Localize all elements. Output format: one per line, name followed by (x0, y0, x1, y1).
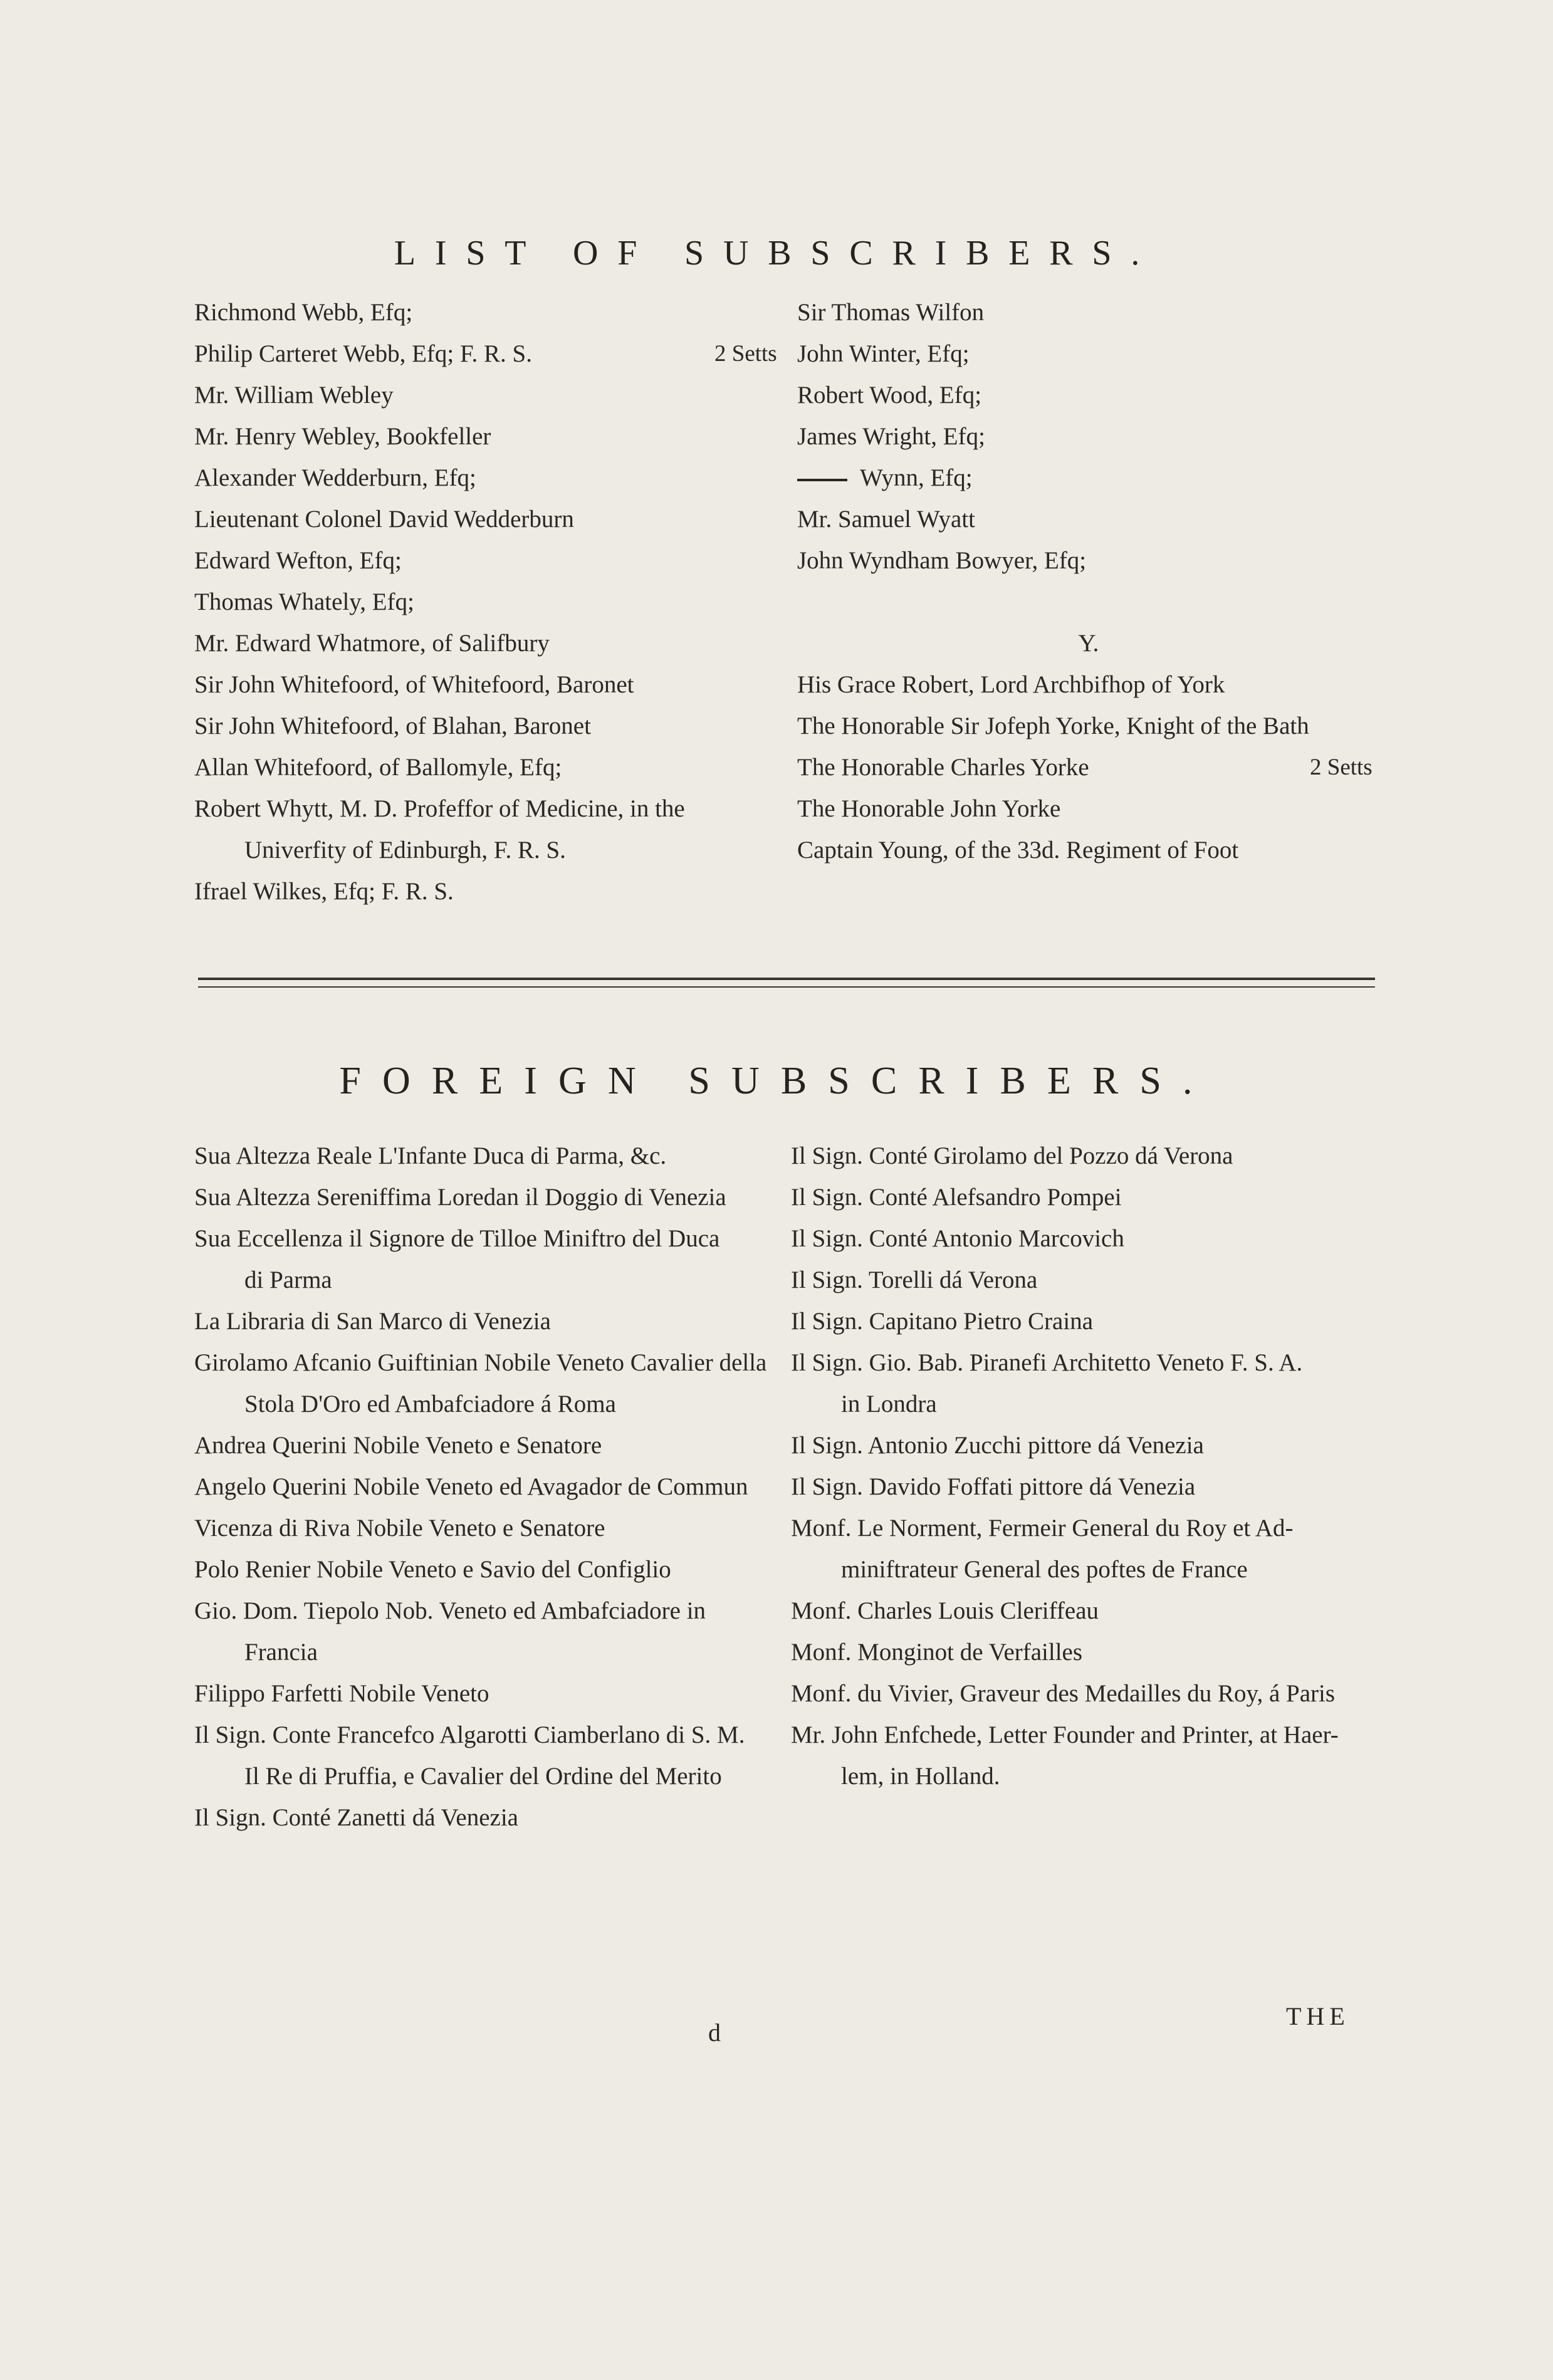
subscriber-name: Ifrael Wilkes, Efq; F. R. S. (194, 878, 454, 905)
subscriber-entry (797, 664, 1380, 706)
subscriber-entry (791, 1590, 1380, 1632)
subscriber-entry (194, 375, 783, 416)
subscriber-entry (194, 830, 783, 871)
subscriber-name: Polo Renier Nobile Veneto e Savio del Configlio (194, 1556, 671, 1583)
subscriber-entry (797, 706, 1380, 747)
subscriber-name: Richmond Webb, Efq; (194, 299, 413, 326)
subscriber-entry (194, 1135, 777, 1177)
subscriber-entry (194, 1797, 777, 1839)
subscriber-entry (797, 582, 1380, 623)
subscriber-entry (791, 1549, 1380, 1590)
subscriber-name: The Honorable John Yorke (797, 795, 1061, 822)
subscriber-entry (791, 1425, 1380, 1466)
subscriber-name: Mr. William Webley (194, 382, 394, 409)
subscriber-entry (194, 1425, 777, 1466)
subscriber-name: Monf. du Vivier, Graveur des Medailles du Roy, á Paris (791, 1680, 1336, 1707)
subscriber-entry (194, 457, 783, 499)
subscriber-name: Il Sign. Conté Alefsandro Pompei (791, 1184, 1122, 1211)
subscriber-name: Mr. Samuel Wyatt (797, 506, 975, 533)
subscriber-entry (791, 1301, 1380, 1342)
subscriber-name: The Honorable Sir Jofeph Yorke, Knight of the Bath (797, 712, 1309, 739)
subscriber-entry (194, 747, 783, 788)
subscribers-right-column (797, 292, 1380, 871)
subscriber-name: di Parma (244, 1266, 332, 1293)
subscriber-entry (194, 664, 783, 706)
subscriber-entry (194, 540, 783, 582)
subscriber-name: Il Sign. Antonio Zucchi pittore dá Venezia (791, 1432, 1204, 1459)
subscriber-name: Filippo Farfetti Nobile Veneto (194, 1680, 489, 1707)
subscriber-entry (791, 1673, 1380, 1715)
subscriber-entry (797, 499, 1380, 540)
subscriber-entry (194, 1549, 777, 1590)
subscriber-name: Il Sign. Conté Zanetti dá Venezia (194, 1804, 518, 1831)
subscriber-entry (194, 871, 783, 912)
subscriber-name: La Libraria di San Marco di Venezia (194, 1308, 551, 1335)
subscriber-entry (791, 1135, 1380, 1177)
section-divider-thick (198, 978, 1375, 980)
subscriber-name: Monf. Le Norment, Fermeir General du Roy et Ad- (791, 1515, 1294, 1542)
subscriber-name: Il Sign. Capitano Pietro Craina (791, 1308, 1094, 1335)
subscriber-name: Lieutenant Colonel David Wedderburn (194, 506, 574, 533)
subscriber-entry (791, 1384, 1380, 1425)
signature-mark: d (708, 2018, 721, 2047)
foreign-left-column (194, 1135, 777, 1839)
subscriber-name: Stola D'Oro ed Ambafciadore á Roma (244, 1391, 616, 1417)
subscriber-entry (797, 623, 1380, 664)
subscriber-entry (194, 1715, 777, 1756)
setts-note: 2 Setts (1310, 754, 1373, 780)
subscriber-entry (194, 1756, 777, 1797)
subscriber-entry (194, 333, 783, 375)
subscriber-entry (194, 292, 783, 333)
subscriber-name: Il Sign. Conté Antonio Marcovich (791, 1225, 1124, 1252)
subscriber-name: Il Re di Pruffia, e Cavalier del Ordine del Merito (244, 1763, 722, 1790)
foreign-right-column (791, 1135, 1380, 1797)
subscriber-entry (791, 1218, 1380, 1260)
setts-note: 2 Setts (714, 341, 777, 367)
subscriber-entry (791, 1632, 1380, 1673)
subscriber-entry (194, 1177, 777, 1218)
subscriber-name: Mr. John Enfchede, Letter Founder and Printer, at Haer- (791, 1721, 1339, 1748)
catchword: THE (1286, 2002, 1350, 2030)
subscriber-name: lem, in Holland. (841, 1763, 1000, 1790)
subscriber-name: Vicenza di Riva Nobile Veneto e Senatore (194, 1515, 605, 1542)
subscriber-entry (797, 457, 1380, 499)
subscribers-left-column (194, 292, 783, 912)
subscriber-name: The Honorable Charles Yorke (797, 754, 1089, 781)
subscriber-entry (194, 788, 783, 830)
subscriber-name: Sir John Whitefoord, of Blahan, Baronet (194, 712, 591, 739)
subscriber-entry (194, 1466, 777, 1508)
subscriber-entry (194, 582, 783, 623)
subscriber-name: Sua Altezza Sereniffima Loredan il Doggio di Venezia (194, 1184, 726, 1211)
name-dash (797, 479, 847, 481)
subscriber-entry (791, 1756, 1380, 1797)
subscriber-entry (797, 375, 1380, 416)
foreign-subscribers-heading: FOREIGN SUBSCRIBERS. (339, 1060, 1214, 1102)
subscriber-entry (194, 1342, 777, 1384)
subscriber-name: Il Sign. Gio. Bab. Piranefi Architetto Veneto F. S. A. (791, 1349, 1303, 1376)
subscriber-name: Thomas Whately, Efq; (194, 588, 414, 615)
subscriber-entry (194, 1508, 777, 1549)
subscriber-entry (194, 706, 783, 747)
subscriber-name: Philip Carteret Webb, Efq; F. R. S. (194, 340, 532, 367)
subscriber-name: Girolamo Afcanio Guiftinian Nobile Veneto Cavalier della (194, 1349, 767, 1376)
subscriber-entry (797, 333, 1380, 375)
subscriber-entry (797, 830, 1380, 871)
subscriber-entry (791, 1342, 1380, 1384)
subscriber-name: Il Sign. Conte Francefco Algarotti Ciamberlano di S. M. (194, 1721, 745, 1748)
subscriber-entry (194, 1590, 777, 1632)
subscriber-name: Wynn, Efq; (860, 464, 973, 491)
subscriber-entry (791, 1260, 1380, 1301)
subscriber-name: Mr. Henry Webley, Bookfeller (194, 423, 491, 450)
list-of-subscribers-heading: LIST OF SUBSCRIBERS. (394, 234, 1159, 273)
subscriber-name: Il Sign. Davido Foffati pittore dá Venezia (791, 1473, 1196, 1500)
subscriber-name: Robert Wood, Efq; (797, 382, 982, 409)
subscriber-entry (797, 416, 1380, 457)
subscriber-entry (791, 1715, 1380, 1756)
subscriber-entry (194, 1632, 777, 1673)
subscriber-name: Sir John Whitefoord, of Whitefoord, Baronet (194, 671, 634, 698)
subscriber-entry (797, 747, 1380, 788)
subscriber-name: John Winter, Efq; (797, 340, 970, 367)
section-divider-thin (198, 986, 1375, 988)
subscriber-entry (194, 499, 783, 540)
subscriber-entry (194, 1673, 777, 1715)
subscriber-name: Il Sign. Conté Girolamo del Pozzo dá Verona (791, 1142, 1233, 1169)
subscriber-name: Gio. Dom. Tiepolo Nob. Veneto ed Ambafciadore in (194, 1597, 706, 1624)
subscriber-name: Captain Young, of the 33d. Regiment of Foot (797, 837, 1239, 864)
subscriber-name: in Londra (841, 1391, 937, 1417)
subscriber-entry (194, 416, 783, 457)
subscriber-name: Alexander Wedderburn, Efq; (194, 464, 476, 491)
subscriber-name: Edward Wefton, Efq; (194, 547, 402, 574)
subscriber-name: Monf. Monginot de Verfailles (791, 1639, 1083, 1666)
subscriber-name: Y. (1078, 630, 1099, 657)
subscriber-name: Sua Altezza Reale L'Infante Duca di Parma, &c. (194, 1142, 667, 1169)
subscriber-entry (791, 1177, 1380, 1218)
subscriber-name: Angelo Querini Nobile Veneto ed Avagador de Commun (194, 1473, 748, 1500)
subscriber-name: Univerfity of Edinburgh, F. R. S. (244, 837, 566, 864)
subscriber-name: Mr. Edward Whatmore, of Salifbury (194, 630, 550, 657)
subscriber-entry (797, 540, 1380, 582)
subscriber-entry (194, 623, 783, 664)
subscriber-entry (194, 1218, 777, 1260)
subscriber-name: Monf. Charles Louis Cleriffeau (791, 1597, 1099, 1624)
subscriber-name: Sua Eccellenza il Signore de Tilloe Miniftro del Duca (194, 1225, 720, 1252)
subscriber-name: James Wright, Efq; (797, 423, 985, 450)
subscriber-name: John Wyndham Bowyer, Efq; (797, 547, 1087, 574)
subscriber-entry (194, 1301, 777, 1342)
subscriber-name: Allan Whitefoord, of Ballomyle, Efq; (194, 754, 562, 781)
subscriber-name: miniftrateur General des poftes de France (841, 1556, 1248, 1583)
subscriber-entry (797, 788, 1380, 830)
subscriber-name: His Grace Robert, Lord Archbifhop of York (797, 671, 1225, 698)
subscriber-entry (791, 1508, 1380, 1549)
subscriber-entry (797, 292, 1380, 333)
subscriber-name: Robert Whytt, M. D. Profeffor of Medicine, in the (194, 795, 685, 822)
subscriber-entry (194, 1260, 777, 1301)
subscriber-name: Il Sign. Torelli dá Verona (791, 1266, 1038, 1293)
subscriber-entry (194, 1384, 777, 1425)
subscriber-name: Francia (244, 1639, 318, 1666)
subscriber-entry (791, 1466, 1380, 1508)
subscriber-name: Andrea Querini Nobile Veneto e Senatore (194, 1432, 602, 1459)
subscriber-name: Sir Thomas Wilfon (797, 299, 985, 326)
